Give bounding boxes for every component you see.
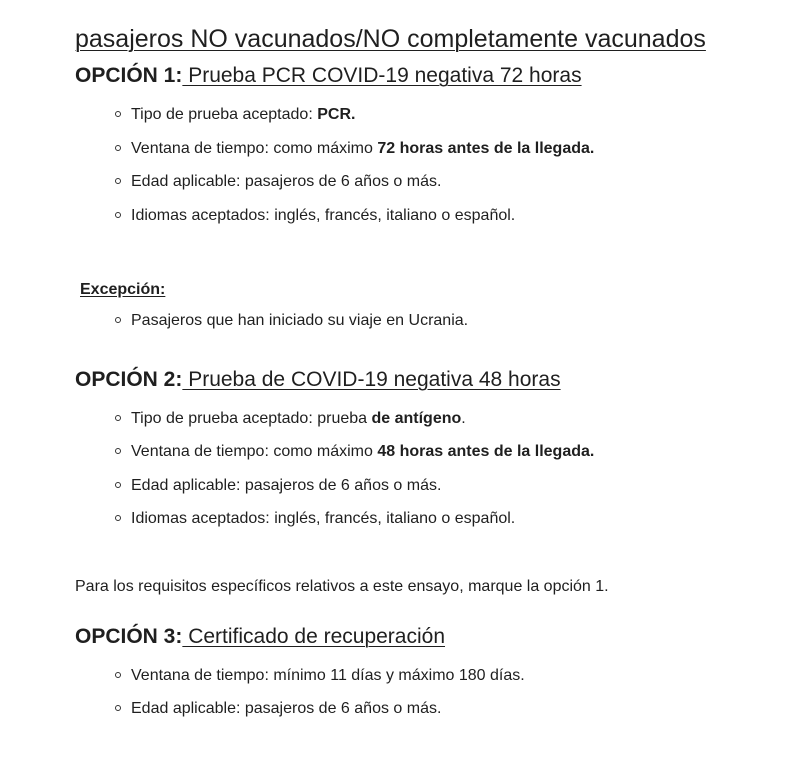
list-item-text: Edad aplicable: pasajeros de 6 años o más. [131, 476, 442, 494]
option-2-title: Prueba de COVID-19 negativa 48 horas [182, 367, 561, 391]
bullet-circle-icon [115, 317, 121, 323]
bullet-circle-icon [115, 145, 121, 151]
option-2-label: OPCIÓN 2: [75, 367, 183, 391]
document-page [75, 22, 775, 726]
option-2-list [75, 402, 775, 536]
list-item [115, 469, 775, 503]
bullet-circle-icon [115, 705, 121, 711]
list-item-text: Idiomas aceptados: inglés, francés, italiano o español. [131, 510, 516, 527]
list-item-text: Tipo de prueba aceptado: [131, 106, 318, 123]
list-item [115, 165, 775, 199]
list-item-emphasis: 48 horas antes de la llegada. [377, 443, 595, 460]
list-item-text: Ventana de tiempo: como máximo [131, 139, 378, 157]
bullet-circle-icon [115, 672, 121, 678]
list-item-text: Ventana de tiempo: como máximo [131, 443, 378, 460]
bullet-circle-icon [115, 415, 121, 421]
option-3-heading [75, 623, 775, 651]
option-1-list [75, 98, 775, 232]
option-1-title: Prueba PCR COVID-19 negativa 72 horas [182, 64, 582, 87]
list-item-text: Edad aplicable: pasajeros de 6 años o más. [131, 173, 442, 190]
bullet-circle-icon [115, 482, 121, 488]
bullet-circle-icon [115, 448, 121, 454]
list-item [115, 659, 775, 693]
list-item [115, 435, 775, 469]
list-item [115, 199, 775, 233]
list-item-suffix: . [461, 409, 466, 427]
list-item-emphasis: PCR. [317, 106, 356, 123]
list-item [115, 502, 775, 536]
option-3-title: Certificado de recuperación [182, 624, 446, 648]
list-item-emphasis: 72 horas antes de la llegada. [377, 139, 595, 157]
option-1-heading [75, 62, 775, 90]
list-item [115, 132, 775, 166]
option-3-label: OPCIÓN 3: [75, 624, 183, 648]
exception-list [75, 304, 775, 338]
list-item [115, 692, 775, 726]
bullet-circle-icon [115, 178, 121, 184]
list-item [115, 402, 775, 436]
note-paragraph: Para los requisitos específicos relativos a este ensayo, marque la opción 1. [75, 577, 609, 595]
option-2-heading [75, 366, 775, 394]
option-1-label: OPCIÓN 1: [75, 64, 183, 87]
option-3-list [75, 659, 775, 726]
list-item-text: Edad aplicable: pasajeros de 6 años o más. [131, 700, 442, 717]
list-item-text: Idiomas aceptados: inglés, francés, italiano o español. [131, 206, 516, 224]
bullet-circle-icon [115, 212, 121, 218]
bullet-circle-icon [115, 111, 121, 117]
list-item [115, 304, 775, 338]
list-item-text: Tipo de prueba aceptado: prueba [131, 409, 372, 427]
main-title: pasajeros NO vacunados/NO completamente vacunados [75, 25, 706, 53]
bullet-circle-icon [115, 515, 121, 521]
list-item-emphasis: de antígeno [371, 409, 462, 427]
list-item-text: Ventana de tiempo: mínimo 11 días y máximo 180 días. [131, 666, 525, 684]
exception-label: Excepción: [80, 281, 166, 298]
list-item-text: Pasajeros que han iniciado su viaje en Ucrania. [131, 312, 469, 329]
list-item [115, 98, 775, 132]
